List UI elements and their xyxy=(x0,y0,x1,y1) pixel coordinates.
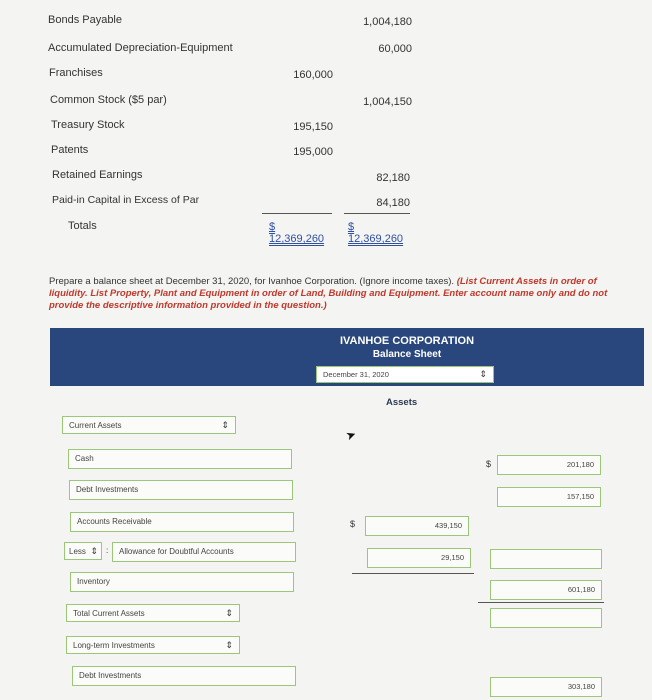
tb-label: Bonds Payable xyxy=(48,14,122,26)
instructions-emphasis: (List Current Assets in order of liquidity. List Property, Plant and Equipment in order of Land, Building and Equipment. Enter account name only and do not provide the descriptive information provided in the question.) xyxy=(49,276,608,311)
input-value: 201,180 xyxy=(566,460,594,469)
tb-total-debit: $ 12,369,260 xyxy=(269,221,325,245)
tb-credit: 82,180 xyxy=(376,172,410,184)
company-name: IVANHOE CORPORATION xyxy=(339,335,475,347)
tb-debit: 195,150 xyxy=(293,121,333,133)
caret-updown-icon: ⇕ xyxy=(479,369,487,379)
tb-debit: 160,000 xyxy=(293,69,333,81)
input-value: Accounts Receivable xyxy=(77,517,152,526)
divider xyxy=(478,602,604,603)
caret-updown-icon: ⇕ xyxy=(221,420,229,430)
caret-updown-icon: ⇕ xyxy=(225,608,233,618)
tb-total-credit: $ 12,369,260 xyxy=(348,221,404,245)
input-value: Debt Investments xyxy=(79,671,142,680)
tb-label: Retained Earnings xyxy=(52,169,143,181)
dollar-sign: $ xyxy=(486,459,492,469)
long-term-debt-investments-amount-input[interactable] xyxy=(490,677,602,697)
tb-credit: 84,180 xyxy=(376,197,410,209)
divider xyxy=(262,213,332,214)
cash-amount-input[interactable] xyxy=(497,455,601,475)
input-value: 29,150 xyxy=(441,553,464,562)
statement-title: Balance Sheet xyxy=(372,349,442,360)
input-value: 303,180 xyxy=(567,682,595,691)
date-select-value: December 31, 2020 xyxy=(323,370,389,379)
caret-updown-icon: ⇕ xyxy=(225,640,233,650)
debt-investments-amount-input[interactable] xyxy=(497,487,601,507)
total-current-assets-select[interactable] xyxy=(66,604,240,622)
select-value: Long-term Investments xyxy=(73,641,155,650)
input-value: Inventory xyxy=(77,577,110,586)
tb-label: Treasury Stock xyxy=(51,119,125,131)
accounts-receivable-amount-input[interactable] xyxy=(365,516,469,536)
tb-label: Paid-in Capital in Excess of Par xyxy=(52,194,200,206)
divider xyxy=(352,573,474,574)
dollar-sign: $ xyxy=(350,519,356,529)
tb-credit: 1,004,150 xyxy=(363,96,412,108)
select-value: Less xyxy=(69,547,86,556)
input-value: 157,150 xyxy=(566,492,594,501)
long-term-debt-investments-account-input[interactable] xyxy=(72,666,296,686)
select-value: Total Current Assets xyxy=(73,609,145,618)
debt-investments-account-input[interactable] xyxy=(69,480,293,500)
mouse-pointer-icon: ➤ xyxy=(343,426,359,444)
instructions-plain: Prepare a balance sheet at December 31, 2020, for Ivanhoe Corporation. (Ignore income taxes). xyxy=(49,276,457,287)
allowance-account-input[interactable] xyxy=(112,542,296,562)
cash-account-input[interactable] xyxy=(68,449,292,469)
input-value: Debt Investments xyxy=(76,485,139,494)
tb-credit: 1,004,180 xyxy=(363,16,412,28)
section-assets: Assets xyxy=(386,397,418,408)
net-receivable-amount-input[interactable] xyxy=(490,549,602,569)
colon: : xyxy=(106,546,109,555)
tb-debit: 195,000 xyxy=(293,146,333,158)
input-value: Cash xyxy=(75,454,94,463)
select-value: Current Assets xyxy=(69,421,122,430)
tb-label: Accumulated Depreciation-Equipment xyxy=(48,42,233,54)
current-assets-select[interactable] xyxy=(62,416,236,434)
instructions xyxy=(49,276,619,312)
total-current-assets-amount-input[interactable] xyxy=(490,608,602,628)
tb-credit: 60,000 xyxy=(378,43,412,55)
tb-totals-label: Totals xyxy=(68,220,97,232)
long-term-investments-select[interactable] xyxy=(66,636,240,654)
less-select[interactable] xyxy=(64,542,102,560)
tb-label: Patents xyxy=(51,144,89,156)
input-value: 601,180 xyxy=(567,585,595,594)
caret-updown-icon: ⇕ xyxy=(90,546,98,556)
accounts-receivable-account-input[interactable] xyxy=(70,512,294,532)
allowance-amount-input[interactable] xyxy=(367,548,471,568)
tb-label: Franchises xyxy=(49,67,103,79)
divider xyxy=(344,213,410,214)
inventory-account-input[interactable] xyxy=(70,572,294,592)
inventory-amount-input[interactable] xyxy=(490,580,602,600)
input-value: 439,150 xyxy=(434,521,462,530)
date-select[interactable] xyxy=(316,366,494,383)
tb-label: Common Stock ($5 par) xyxy=(50,94,167,106)
input-value: Allowance for Doubtful Accounts xyxy=(119,547,234,556)
